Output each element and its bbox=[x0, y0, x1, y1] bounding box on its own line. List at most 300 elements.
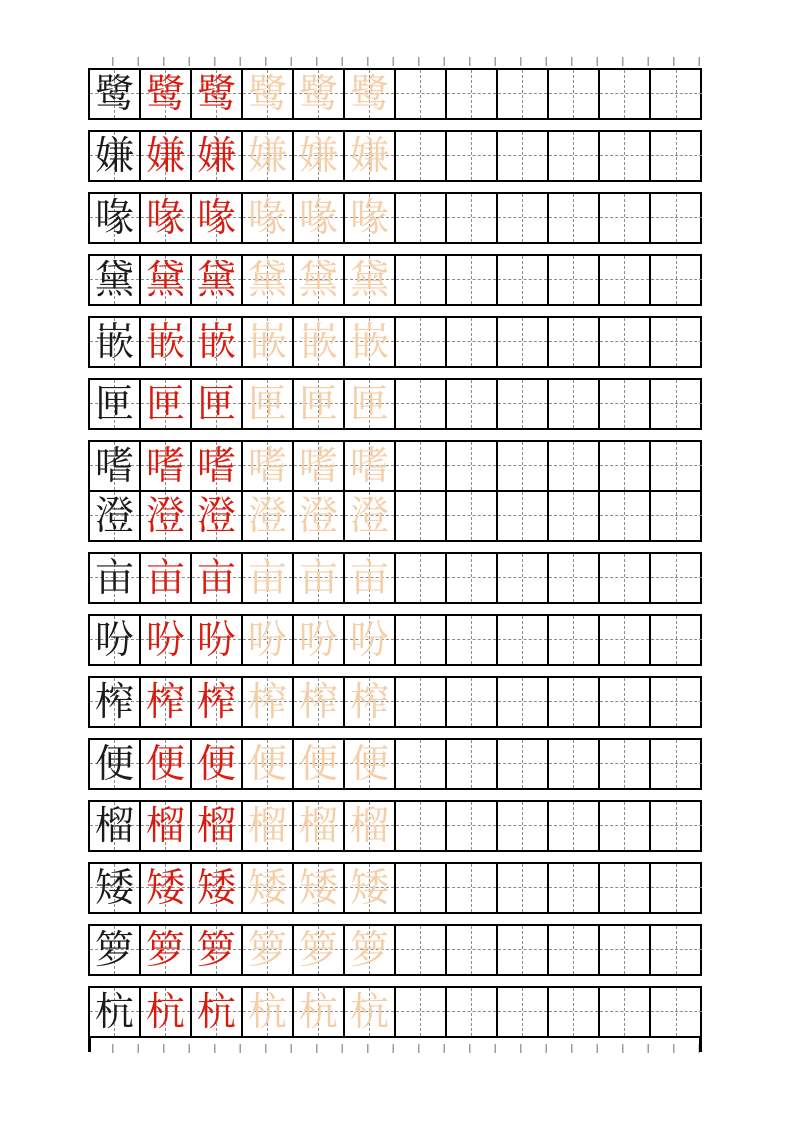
character-glyph: 黛 bbox=[349, 257, 389, 303]
practice-cell-empty bbox=[600, 256, 651, 304]
practice-cell-empty bbox=[549, 318, 600, 366]
practice-cell-empty bbox=[396, 132, 447, 180]
practice-cell-trace bbox=[243, 132, 294, 180]
practice-cell-empty bbox=[651, 740, 702, 788]
character-glyph: 澄 bbox=[349, 493, 389, 539]
character-glyph: 榨 bbox=[247, 679, 287, 725]
character-glyph: 亩 bbox=[94, 555, 134, 601]
practice-cell-trace bbox=[294, 988, 345, 1036]
practice-cell-red bbox=[141, 70, 192, 118]
practice-cell-red bbox=[141, 132, 192, 180]
practice-row bbox=[88, 738, 702, 790]
character-glyph: 鹭 bbox=[349, 71, 389, 117]
character-glyph: 吩 bbox=[94, 617, 134, 663]
practice-cell-empty bbox=[498, 70, 549, 118]
practice-cell-empty bbox=[396, 194, 447, 242]
practice-cell-trace bbox=[294, 554, 345, 602]
practice-cell-empty bbox=[447, 442, 498, 490]
practice-cell-empty bbox=[651, 616, 702, 664]
practice-cell-empty bbox=[447, 616, 498, 664]
practice-cell-empty bbox=[549, 380, 600, 428]
practice-cell-trace bbox=[294, 740, 345, 788]
practice-cell-trace bbox=[243, 740, 294, 788]
practice-row bbox=[88, 130, 702, 182]
practice-cell-empty bbox=[447, 864, 498, 912]
character-glyph: 亩 bbox=[145, 555, 185, 601]
practice-cell-trace bbox=[243, 256, 294, 304]
character-glyph: 鹭 bbox=[247, 71, 287, 117]
character-glyph: 矮 bbox=[145, 865, 185, 911]
practice-cell-empty bbox=[396, 380, 447, 428]
practice-cell-red bbox=[141, 802, 192, 850]
character-glyph: 箩 bbox=[196, 927, 236, 973]
practice-cell-empty bbox=[498, 678, 549, 726]
character-glyph: 嵌 bbox=[145, 319, 185, 365]
practice-cell-empty bbox=[498, 864, 549, 912]
practice-cell-empty bbox=[447, 194, 498, 242]
practice-cell-empty bbox=[447, 802, 498, 850]
practice-cell-red bbox=[192, 380, 243, 428]
character-glyph: 喙 bbox=[145, 195, 185, 241]
character-glyph: 匣 bbox=[196, 381, 236, 427]
practice-cell-empty bbox=[447, 988, 498, 1036]
practice-cell-empty bbox=[651, 380, 702, 428]
character-glyph: 喙 bbox=[247, 195, 287, 241]
character-glyph: 嫌 bbox=[247, 133, 287, 179]
practice-cell-empty bbox=[549, 442, 600, 490]
practice-cell-trace bbox=[294, 864, 345, 912]
character-glyph: 澄 bbox=[145, 493, 185, 539]
character-glyph: 喙 bbox=[94, 195, 134, 241]
character-glyph: 匣 bbox=[94, 381, 134, 427]
practice-row bbox=[88, 490, 702, 542]
practice-row bbox=[88, 924, 702, 976]
practice-cell-empty bbox=[549, 194, 600, 242]
practice-cell-empty bbox=[549, 740, 600, 788]
character-glyph: 喙 bbox=[196, 195, 236, 241]
practice-cell-red bbox=[141, 678, 192, 726]
practice-cell-red bbox=[192, 70, 243, 118]
practice-cell-empty bbox=[396, 318, 447, 366]
practice-cell-trace bbox=[345, 864, 396, 912]
practice-cell-trace bbox=[243, 864, 294, 912]
character-glyph: 嗜 bbox=[145, 443, 185, 489]
practice-cell-trace bbox=[243, 194, 294, 242]
practice-cell-red bbox=[141, 616, 192, 664]
character-glyph: 嗜 bbox=[196, 443, 236, 489]
practice-cell-empty bbox=[396, 70, 447, 118]
practice-cell-empty bbox=[447, 926, 498, 974]
practice-cell-red bbox=[192, 492, 243, 540]
character-glyph: 嫌 bbox=[349, 133, 389, 179]
practice-cell-empty bbox=[396, 864, 447, 912]
practice-cell-trace bbox=[294, 442, 345, 490]
practice-cell-trace bbox=[294, 70, 345, 118]
practice-cell-empty bbox=[447, 70, 498, 118]
practice-cell-empty bbox=[549, 256, 600, 304]
practice-cell-empty bbox=[651, 678, 702, 726]
character-glyph: 鹭 bbox=[145, 71, 185, 117]
character-glyph: 杭 bbox=[145, 989, 185, 1035]
character-glyph: 榨 bbox=[94, 679, 134, 725]
practice-cell-empty bbox=[498, 380, 549, 428]
practice-cell-empty bbox=[498, 132, 549, 180]
practice-cell-empty bbox=[651, 988, 702, 1036]
practice-cell-empty bbox=[549, 802, 600, 850]
practice-cell-empty bbox=[447, 740, 498, 788]
practice-cell-empty bbox=[396, 988, 447, 1036]
practice-cell-black bbox=[90, 318, 141, 366]
character-glyph: 吩 bbox=[298, 617, 338, 663]
practice-cell-empty bbox=[600, 70, 651, 118]
character-glyph: 榴 bbox=[145, 803, 185, 849]
practice-cell-trace bbox=[243, 802, 294, 850]
character-glyph: 矮 bbox=[247, 865, 287, 911]
practice-cell-empty bbox=[447, 380, 498, 428]
practice-cell-empty bbox=[549, 616, 600, 664]
character-glyph: 喙 bbox=[349, 195, 389, 241]
practice-cell-empty bbox=[549, 70, 600, 118]
practice-cell-empty bbox=[600, 988, 651, 1036]
character-glyph: 黛 bbox=[247, 257, 287, 303]
practice-cell-trace bbox=[345, 256, 396, 304]
practice-row bbox=[88, 192, 702, 244]
character-glyph: 嫌 bbox=[298, 133, 338, 179]
practice-cell-trace bbox=[294, 678, 345, 726]
practice-cell-empty bbox=[651, 442, 702, 490]
character-glyph: 嵌 bbox=[349, 319, 389, 365]
character-glyph: 亩 bbox=[349, 555, 389, 601]
practice-cell-red bbox=[141, 256, 192, 304]
practice-cell-empty bbox=[600, 554, 651, 602]
practice-cell-empty bbox=[651, 132, 702, 180]
practice-grid bbox=[88, 68, 702, 1048]
practice-cell-empty bbox=[396, 492, 447, 540]
practice-cell-black bbox=[90, 678, 141, 726]
practice-cell-empty bbox=[498, 926, 549, 974]
practice-cell-red bbox=[141, 318, 192, 366]
character-glyph: 嫌 bbox=[94, 133, 134, 179]
character-glyph: 黛 bbox=[196, 257, 236, 303]
practice-cell-trace bbox=[294, 926, 345, 974]
practice-cell-empty bbox=[396, 802, 447, 850]
practice-cell-empty bbox=[549, 678, 600, 726]
character-glyph: 嗜 bbox=[349, 443, 389, 489]
practice-cell-black bbox=[90, 442, 141, 490]
practice-cell-empty bbox=[600, 318, 651, 366]
practice-cell-empty bbox=[549, 492, 600, 540]
practice-cell-empty bbox=[498, 616, 549, 664]
practice-cell-trace bbox=[294, 256, 345, 304]
practice-cell-trace bbox=[345, 554, 396, 602]
practice-cell-empty bbox=[396, 256, 447, 304]
practice-cell-empty bbox=[447, 554, 498, 602]
practice-cell-empty bbox=[396, 554, 447, 602]
practice-cell-trace bbox=[294, 194, 345, 242]
practice-cell-trace bbox=[345, 988, 396, 1036]
practice-cell-black bbox=[90, 132, 141, 180]
character-glyph: 矮 bbox=[196, 865, 236, 911]
practice-cell-empty bbox=[447, 492, 498, 540]
table-border-stub-left bbox=[88, 1036, 91, 1052]
practice-cell-trace bbox=[345, 70, 396, 118]
practice-cell-red bbox=[141, 380, 192, 428]
practice-row bbox=[88, 440, 702, 492]
practice-cell-red bbox=[192, 256, 243, 304]
practice-cell-empty bbox=[549, 988, 600, 1036]
practice-cell-empty bbox=[600, 442, 651, 490]
practice-row bbox=[88, 254, 702, 306]
character-glyph: 鹭 bbox=[298, 71, 338, 117]
character-glyph: 嵌 bbox=[247, 319, 287, 365]
character-glyph: 匣 bbox=[298, 381, 338, 427]
practice-cell-trace bbox=[345, 442, 396, 490]
practice-cell-red bbox=[192, 616, 243, 664]
character-glyph: 匣 bbox=[145, 381, 185, 427]
character-glyph: 匣 bbox=[349, 381, 389, 427]
practice-cell-empty bbox=[651, 194, 702, 242]
character-glyph: 箩 bbox=[247, 927, 287, 973]
practice-cell-red bbox=[141, 988, 192, 1036]
practice-cell-black bbox=[90, 926, 141, 974]
practice-cell-empty bbox=[651, 70, 702, 118]
character-glyph: 便 bbox=[145, 741, 185, 787]
character-glyph: 澄 bbox=[298, 493, 338, 539]
character-glyph: 吩 bbox=[349, 617, 389, 663]
practice-cell-trace bbox=[243, 318, 294, 366]
practice-row bbox=[88, 676, 702, 728]
practice-cell-empty bbox=[600, 926, 651, 974]
practice-cell-trace bbox=[243, 616, 294, 664]
character-glyph: 黛 bbox=[298, 257, 338, 303]
practice-cell-black bbox=[90, 740, 141, 788]
practice-cell-empty bbox=[600, 740, 651, 788]
character-glyph: 榨 bbox=[196, 679, 236, 725]
character-glyph: 喙 bbox=[298, 195, 338, 241]
practice-row bbox=[88, 552, 702, 604]
practice-cell-empty bbox=[600, 864, 651, 912]
character-glyph: 嵌 bbox=[196, 319, 236, 365]
practice-cell-empty bbox=[600, 380, 651, 428]
practice-cell-red bbox=[192, 442, 243, 490]
practice-cell-red bbox=[192, 802, 243, 850]
character-glyph: 榴 bbox=[94, 803, 134, 849]
practice-cell-empty bbox=[498, 492, 549, 540]
practice-cell-empty bbox=[600, 802, 651, 850]
character-glyph: 榴 bbox=[247, 803, 287, 849]
character-glyph: 杭 bbox=[298, 989, 338, 1035]
practice-cell-black bbox=[90, 492, 141, 540]
practice-cell-empty bbox=[396, 678, 447, 726]
character-glyph: 便 bbox=[247, 741, 287, 787]
practice-cell-empty bbox=[396, 616, 447, 664]
practice-row bbox=[88, 614, 702, 666]
practice-cell-empty bbox=[498, 318, 549, 366]
page-continuation-ticks-bottom bbox=[88, 1044, 702, 1053]
practice-cell-red bbox=[141, 554, 192, 602]
character-glyph: 澄 bbox=[247, 493, 287, 539]
practice-cell-trace bbox=[345, 740, 396, 788]
practice-cell-empty bbox=[600, 194, 651, 242]
practice-cell-trace bbox=[345, 318, 396, 366]
practice-cell-empty bbox=[498, 256, 549, 304]
practice-cell-red bbox=[192, 554, 243, 602]
practice-cell-empty bbox=[549, 554, 600, 602]
practice-cell-trace bbox=[243, 554, 294, 602]
character-glyph: 便 bbox=[94, 741, 134, 787]
practice-cell-empty bbox=[600, 132, 651, 180]
practice-cell-red bbox=[192, 678, 243, 726]
practice-cell-empty bbox=[600, 492, 651, 540]
character-glyph: 矮 bbox=[349, 865, 389, 911]
practice-cell-black bbox=[90, 380, 141, 428]
practice-cell-red bbox=[192, 194, 243, 242]
character-glyph: 矮 bbox=[298, 865, 338, 911]
practice-row bbox=[88, 986, 702, 1038]
practice-cell-empty bbox=[651, 802, 702, 850]
practice-cell-trace bbox=[294, 132, 345, 180]
practice-cell-black bbox=[90, 864, 141, 912]
practice-cell-empty bbox=[651, 318, 702, 366]
practice-cell-trace bbox=[294, 492, 345, 540]
practice-cell-empty bbox=[549, 132, 600, 180]
practice-cell-empty bbox=[549, 864, 600, 912]
practice-cell-empty bbox=[600, 678, 651, 726]
table-border-stub-right bbox=[699, 1036, 702, 1052]
practice-cell-trace bbox=[345, 926, 396, 974]
practice-cell-trace bbox=[294, 802, 345, 850]
character-glyph: 杭 bbox=[196, 989, 236, 1035]
character-glyph: 便 bbox=[349, 741, 389, 787]
practice-cell-trace bbox=[345, 132, 396, 180]
practice-cell-empty bbox=[498, 554, 549, 602]
practice-cell-trace bbox=[243, 926, 294, 974]
practice-cell-trace bbox=[345, 616, 396, 664]
practice-cell-trace bbox=[243, 988, 294, 1036]
practice-row bbox=[88, 800, 702, 852]
practice-cell-trace bbox=[243, 678, 294, 726]
character-glyph: 杭 bbox=[94, 989, 134, 1035]
practice-cell-empty bbox=[447, 678, 498, 726]
practice-cell-empty bbox=[498, 194, 549, 242]
character-glyph: 匣 bbox=[247, 381, 287, 427]
character-glyph: 嗜 bbox=[94, 443, 134, 489]
character-glyph: 榨 bbox=[349, 679, 389, 725]
practice-cell-black bbox=[90, 256, 141, 304]
practice-cell-red bbox=[141, 926, 192, 974]
practice-cell-trace bbox=[345, 492, 396, 540]
practice-cell-empty bbox=[447, 256, 498, 304]
practice-cell-empty bbox=[651, 926, 702, 974]
character-glyph: 亩 bbox=[196, 555, 236, 601]
practice-cell-empty bbox=[651, 864, 702, 912]
character-glyph: 杭 bbox=[349, 989, 389, 1035]
practice-cell-trace bbox=[243, 380, 294, 428]
practice-row bbox=[88, 68, 702, 120]
character-glyph: 鹭 bbox=[196, 71, 236, 117]
character-glyph: 嗜 bbox=[298, 443, 338, 489]
page-continuation-ticks-top bbox=[88, 57, 702, 66]
character-glyph: 榴 bbox=[196, 803, 236, 849]
character-glyph: 亩 bbox=[298, 555, 338, 601]
practice-cell-trace bbox=[345, 194, 396, 242]
character-glyph: 澄 bbox=[196, 493, 236, 539]
practice-cell-trace bbox=[345, 380, 396, 428]
practice-cell-empty bbox=[651, 492, 702, 540]
practice-cell-empty bbox=[651, 256, 702, 304]
practice-cell-trace bbox=[345, 802, 396, 850]
practice-cell-empty bbox=[447, 132, 498, 180]
character-glyph: 嫌 bbox=[196, 133, 236, 179]
practice-cell-red bbox=[141, 864, 192, 912]
practice-cell-red bbox=[192, 864, 243, 912]
practice-cell-empty bbox=[498, 988, 549, 1036]
practice-cell-red bbox=[192, 926, 243, 974]
character-glyph: 榴 bbox=[298, 803, 338, 849]
character-glyph: 嫌 bbox=[145, 133, 185, 179]
character-glyph: 箩 bbox=[298, 927, 338, 973]
practice-cell-empty bbox=[396, 442, 447, 490]
character-glyph: 吩 bbox=[247, 617, 287, 663]
practice-row bbox=[88, 862, 702, 914]
character-glyph: 杭 bbox=[247, 989, 287, 1035]
practice-cell-empty bbox=[447, 318, 498, 366]
character-glyph: 黛 bbox=[94, 257, 134, 303]
practice-cell-red bbox=[192, 132, 243, 180]
character-glyph: 鹭 bbox=[94, 71, 134, 117]
practice-cell-red bbox=[141, 740, 192, 788]
practice-row bbox=[88, 378, 702, 430]
practice-cell-black bbox=[90, 988, 141, 1036]
practice-cell-trace bbox=[243, 442, 294, 490]
character-glyph: 榴 bbox=[349, 803, 389, 849]
character-glyph: 澄 bbox=[94, 493, 134, 539]
practice-cell-trace bbox=[243, 492, 294, 540]
practice-cell-trace bbox=[294, 318, 345, 366]
practice-cell-red bbox=[192, 988, 243, 1036]
character-glyph: 亩 bbox=[247, 555, 287, 601]
practice-cell-empty bbox=[600, 616, 651, 664]
character-glyph: 便 bbox=[196, 741, 236, 787]
character-glyph: 吩 bbox=[196, 617, 236, 663]
practice-cell-red bbox=[141, 442, 192, 490]
character-glyph: 嗜 bbox=[247, 443, 287, 489]
practice-cell-black bbox=[90, 802, 141, 850]
practice-cell-red bbox=[192, 318, 243, 366]
practice-cell-empty bbox=[549, 926, 600, 974]
practice-cell-black bbox=[90, 70, 141, 118]
practice-cell-trace bbox=[243, 70, 294, 118]
practice-cell-empty bbox=[498, 740, 549, 788]
practice-cell-empty bbox=[498, 442, 549, 490]
character-glyph: 箩 bbox=[349, 927, 389, 973]
character-glyph: 矮 bbox=[94, 865, 134, 911]
character-glyph: 吩 bbox=[145, 617, 185, 663]
practice-row bbox=[88, 316, 702, 368]
practice-cell-empty bbox=[396, 740, 447, 788]
character-glyph: 便 bbox=[298, 741, 338, 787]
practice-cell-trace bbox=[345, 678, 396, 726]
practice-cell-black bbox=[90, 616, 141, 664]
character-glyph: 箩 bbox=[94, 927, 134, 973]
practice-cell-empty bbox=[498, 802, 549, 850]
practice-cell-empty bbox=[396, 926, 447, 974]
character-glyph: 黛 bbox=[145, 257, 185, 303]
practice-cell-trace bbox=[294, 380, 345, 428]
character-glyph: 箩 bbox=[145, 927, 185, 973]
practice-cell-red bbox=[141, 492, 192, 540]
character-glyph: 嵌 bbox=[94, 319, 134, 365]
